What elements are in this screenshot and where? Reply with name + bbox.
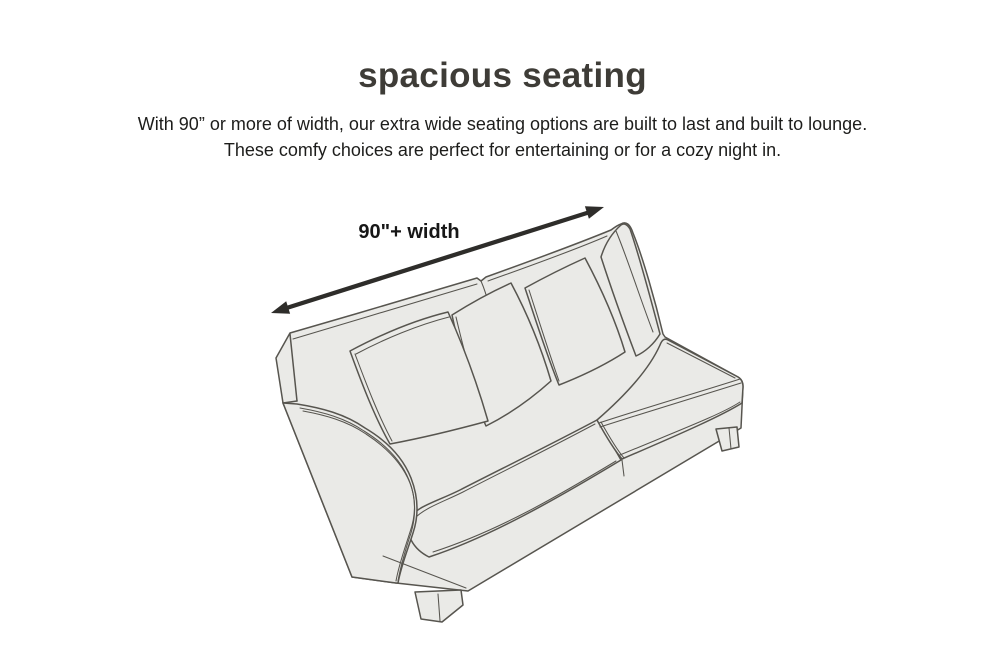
- description: [23, 111, 983, 163]
- right-foot: [716, 427, 739, 451]
- width-dimension-label: 90"+ width: [358, 221, 460, 243]
- sofa-line-drawing: [276, 223, 743, 622]
- header-copy: [0, 0, 1005, 163]
- page-title: spacious seating: [358, 56, 647, 95]
- arrowhead-left: [271, 301, 290, 313]
- description-line-1: With 90” or more of width, our extra wide seating options are built to last and built to lounge.: [137, 114, 868, 134]
- description-line-2: These comfy choices are perfect for entertaining or for a cozy night in.: [223, 140, 782, 160]
- arrowhead-right: [585, 206, 604, 218]
